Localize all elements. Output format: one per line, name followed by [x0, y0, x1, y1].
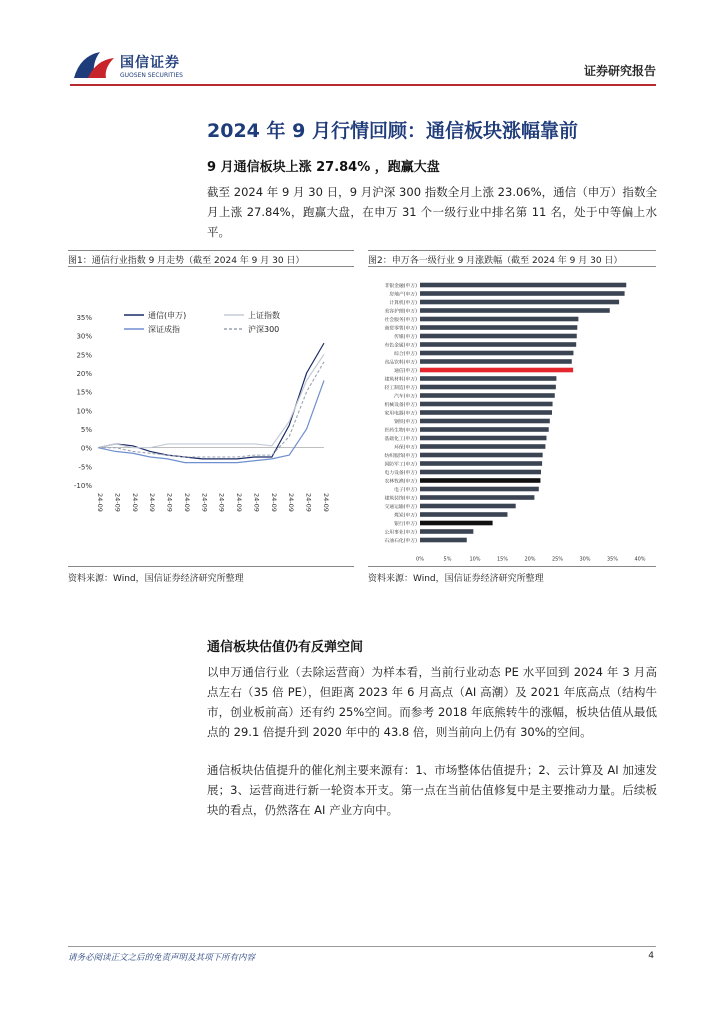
x-tick-label: 24-09: [235, 493, 244, 512]
x-tick-label: 24-09: [304, 493, 313, 512]
bar: [420, 368, 573, 373]
category-label: 石油石化(申万): [384, 538, 417, 544]
bar: [420, 325, 577, 330]
report-type-label: 证券研究报告: [583, 64, 656, 78]
x-tick-label: 15%: [496, 556, 509, 563]
x-tick-label: 24-09: [287, 493, 296, 512]
footer-disclaimer: 请务必阅读正文之后的免责声明及其项下所有内容: [68, 953, 256, 963]
bar: [420, 385, 556, 390]
bar: [420, 529, 473, 534]
category-label: 轻工制造(申万): [384, 385, 417, 391]
bar: [420, 436, 547, 441]
figure-1-top-rule: [68, 250, 354, 251]
bar: [420, 470, 541, 475]
bar: [420, 495, 534, 500]
category-label: 电力设备(申万): [384, 470, 417, 476]
y-tick-label: 0%: [80, 444, 92, 453]
paragraph-summary: 截至 2024 年 9 月 30 日，9 月沪深 300 指数全月上涨 23.06%，通信（申万）指数全月上涨 27.84%，跑赢大盘，在申万 31 个一级行业中排名第 11 名，处于中等偏上水平。: [207, 185, 657, 239]
bar: [420, 478, 540, 483]
x-tick-label: 35%: [606, 556, 619, 563]
category-label: 汽车(申万): [394, 394, 417, 400]
category-label: 公用事业(申万): [384, 530, 417, 536]
category-label: 有色金属(申万): [384, 343, 417, 349]
legend-label: 深证成指: [148, 325, 180, 334]
bar: [420, 453, 543, 458]
page-title: 2024 年 9 月行情回顾：通信板块涨幅靠前: [207, 120, 578, 142]
category-label: 美容护理(申万): [384, 309, 417, 315]
x-tick-label: 20%: [524, 556, 536, 563]
category-label: 建筑材料(申万): [384, 377, 417, 383]
x-tick-label: 24-09: [148, 493, 157, 512]
logo-english-name: GUOSEN SECURITIES: [120, 72, 183, 79]
bar: [420, 444, 545, 449]
header-divider: [70, 84, 656, 86]
figure-2-top-rule: [368, 250, 656, 251]
category-label: 纺织服饰(申万): [384, 453, 417, 459]
figure-1-source: 资料来源：Wind，国信证券经济研究所整理: [68, 574, 244, 584]
bar: [420, 521, 493, 526]
category-label: 银行(申万): [394, 521, 417, 527]
figure-2-bottom-rule: [368, 566, 656, 567]
category-label: 环保(申万): [394, 445, 417, 451]
category-label: 非银金融(申万): [384, 283, 417, 289]
category-label: 钢铁(申万): [394, 419, 417, 425]
bar: [420, 538, 467, 543]
category-label: 电子(申万): [394, 487, 417, 493]
bar: [420, 334, 577, 339]
figure-2-caption-rule: [368, 266, 656, 267]
bar: [420, 402, 553, 407]
x-tick-label: 24-09: [217, 493, 226, 512]
legend-label: 通信(申万): [148, 311, 187, 320]
category-label: 建筑装饰(申万): [384, 496, 417, 502]
legend-label: 沪深300: [248, 325, 280, 334]
bar: [420, 342, 576, 347]
category-label: 传媒(申万): [394, 334, 417, 340]
bar: [420, 359, 572, 364]
section-2-title: 通信板块估值仍有反弹空间: [207, 640, 364, 655]
category-label: 家用电器(申万): [384, 411, 417, 417]
category-label: 社会服务(申万): [384, 317, 417, 323]
series-line: [98, 362, 324, 457]
x-tick-label: 24-09: [322, 493, 330, 512]
x-tick-label: 24-09: [182, 493, 191, 512]
line-chart: [68, 268, 354, 563]
x-tick-label: 24-09: [96, 493, 104, 512]
x-tick-label: 24-09: [165, 493, 174, 512]
y-tick-label: 35%: [76, 314, 92, 322]
bar: [420, 504, 516, 509]
category-label: 通信(申万): [394, 368, 417, 374]
x-tick-label: 24-09: [200, 493, 209, 512]
bar: [420, 393, 555, 398]
bar: [420, 351, 573, 356]
section-subtitle: 9 月通信板块上涨 27.84% ，跑赢大盘: [207, 160, 440, 175]
series-line: [98, 354, 324, 447]
bar: [420, 461, 542, 466]
bar-chart: [368, 268, 656, 563]
category-label: 综合(申万): [394, 351, 417, 357]
y-tick-label: 25%: [76, 351, 92, 360]
footer-divider: [68, 946, 656, 947]
bar: [420, 300, 619, 305]
figure-1-bottom-rule: [68, 566, 354, 567]
category-label: 农林牧渔(申万): [384, 479, 417, 485]
x-tick-label: 40%: [634, 556, 646, 563]
category-label: 基础化工(申万): [384, 436, 417, 442]
category-label: 计算机(申万): [389, 300, 417, 306]
bar: [420, 317, 578, 322]
y-tick-label: 5%: [80, 426, 92, 434]
y-tick-label: -5%: [78, 463, 92, 472]
y-tick-label: 30%: [76, 332, 92, 341]
y-tick-label: 20%: [76, 370, 92, 378]
bar: [420, 410, 552, 415]
page-number: 4: [648, 951, 654, 961]
bar: [420, 308, 610, 313]
category-label: 机械设备(申万): [384, 402, 417, 408]
bar: [420, 376, 556, 381]
legend-label: 上证指数: [248, 311, 280, 320]
figure-1-caption-rule: [68, 266, 354, 267]
x-tick-label: 5%: [443, 556, 452, 563]
category-label: 煤炭(申万): [394, 513, 417, 519]
figure-1-caption: 图1：通信行业指数 9 月走势（截至 2024 年 9 月 30 日）: [68, 256, 305, 266]
category-label: 商贸零售(申万): [384, 326, 417, 332]
y-tick-label: 10%: [76, 407, 92, 416]
x-tick-label: 24-09: [269, 493, 278, 512]
bar: [420, 419, 550, 424]
x-tick-label: 30%: [579, 556, 591, 563]
bar: [420, 487, 539, 492]
figure-2-source: 资料来源：Wind，国信证券经济研究所整理: [368, 574, 544, 584]
bar: [420, 512, 507, 517]
bar: [420, 427, 549, 432]
bar: [420, 291, 625, 296]
series-line: [98, 343, 324, 459]
y-tick-label: 15%: [76, 388, 92, 397]
category-label: 交通运输(申万): [384, 504, 417, 510]
paragraph-valuation: 以申万通信行业（去除运营商）为样本看，当前行业动态 PE 水平回到 2024 年 3 月高点左右（35 倍 PE），但距离 2023 年 6 月高点（AI 高潮）及 2021 年底高点（结构牛市，创业板前高）还有约 25%空间。而参考 2018 年底熊转牛的涨幅，板块估值从最低点的 29.1 倍提升到 2020 年中的 43.8 倍，则当前向上仍有 30%的空间。: [207, 665, 657, 739]
x-tick-label: 10%: [469, 556, 481, 563]
category-label: 食品饮料(申万): [384, 360, 417, 366]
x-tick-label: 24-09: [252, 493, 261, 512]
x-tick-label: 24-09: [130, 493, 139, 512]
paragraph-catalysts: 通信板块估值提升的催化剂主要来源有：1、市场整体估值提升；2、云计算及 AI 加速发展；3、运营商进行新一轮资本开支。第一点在当前估值修复中是主要推动力量。后续板块的看点，仍然落在 AI 产业方向中。: [207, 763, 657, 817]
x-tick-label: 25%: [551, 556, 564, 563]
y-tick-label: -10%: [73, 482, 92, 490]
bar: [420, 283, 626, 288]
x-tick-label: 0%: [416, 556, 424, 563]
category-label: 医药生物(申万): [384, 428, 417, 434]
logo-chinese-name: 国信证券: [120, 55, 180, 71]
category-label: 国防军工(申万): [384, 462, 417, 468]
x-tick-label: 24-09: [113, 493, 122, 512]
company-logo: [70, 48, 210, 88]
logo-mark-icon: [70, 48, 116, 84]
category-label: 房地产(申万): [389, 292, 417, 298]
figure-2-caption: 图2：申万各一级行业 9 月涨跌幅（截至 2024 年 9 月 30 日）: [368, 256, 623, 266]
